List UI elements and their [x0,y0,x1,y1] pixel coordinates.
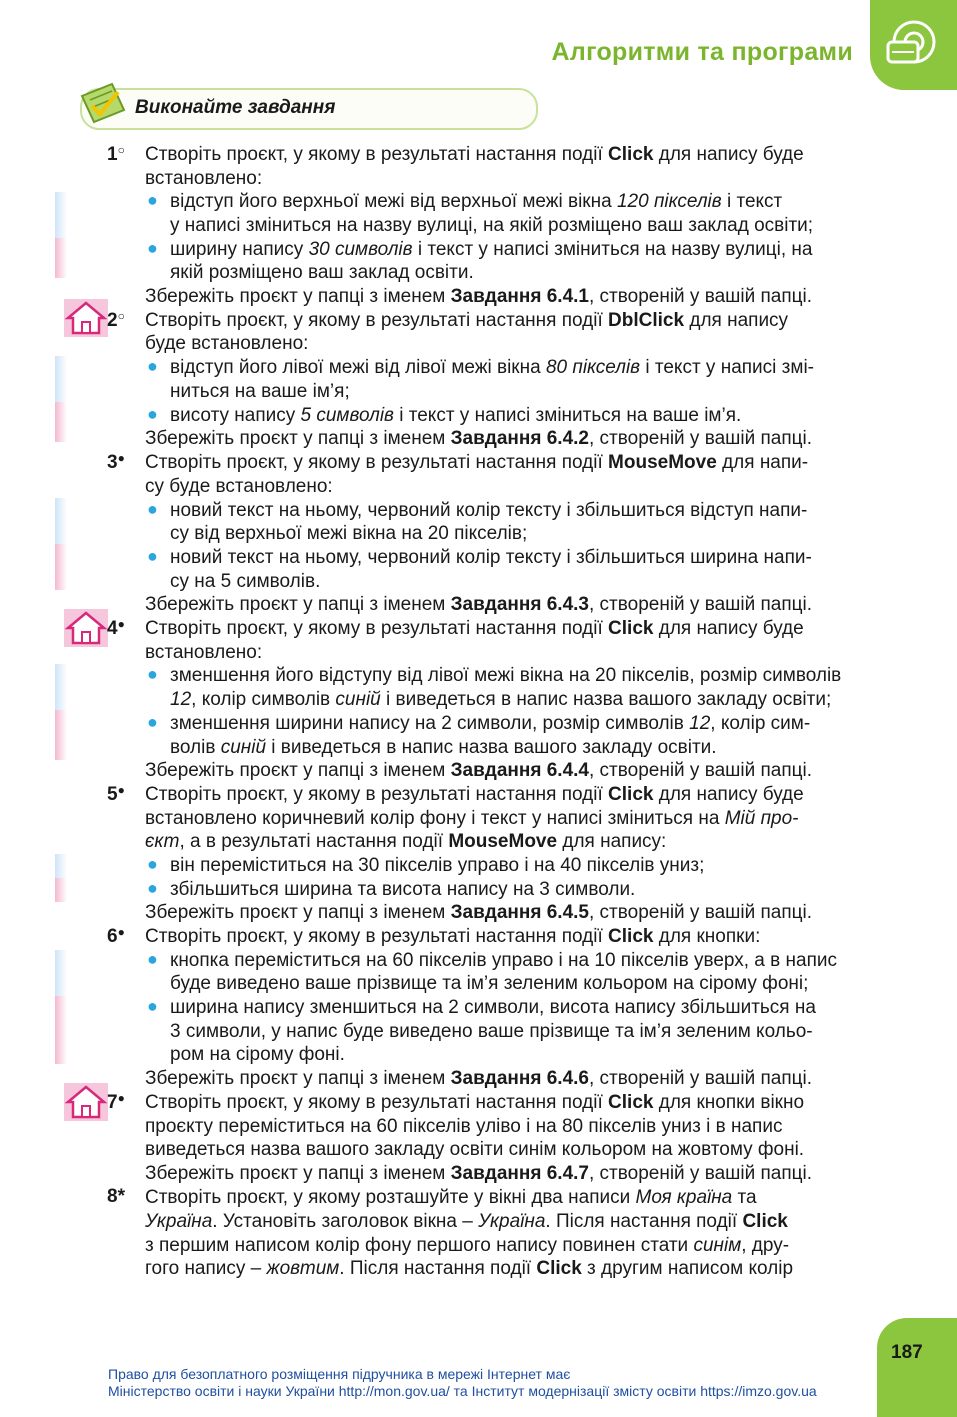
bullet-icon: ● [147,356,158,376]
task-number: 2○ [107,309,125,331]
margin-bar [55,356,67,402]
task-text: проєкту переміститься на 60 пікселів уліво і на 80 пікселів униз і в напис [145,1116,783,1137]
task-text: новий текст на ньому, червоний колір тексту і збільшиться відступ напи- [170,500,808,521]
margin-bar [55,950,67,996]
task-text: Створіть проєкт, у якому в результаті настання події MouseMove для напи- [145,452,809,473]
bullet-icon: ● [147,404,158,424]
task-text: Україна. Установіть заголовок вікна – Україна. Після настання події Click [145,1211,788,1232]
footer-notice: Міністерство освіти і науки України http://mon.gov.ua/ та Інститут модернізації змісту освіти https://imzo.gov.ua [108,1383,817,1399]
bullet-icon: ● [147,878,158,898]
task-text: волів синій і виведеться в напис назва вашого закладу освіти. [170,737,717,758]
bullet-icon: ● [147,949,158,969]
chapter-title: Алгоритми та програми [551,38,853,66]
task-text: ниться на ваше ім’я; [170,381,350,402]
task-text: зменшення ширини напису на 2 символи, розмір символів 12, колір сим- [170,713,811,734]
task-text: Створіть проєкт, у якому в результаті настання події Click для кнопки: [145,926,761,947]
bullet-icon: ● [147,499,158,519]
task-text: буде встановлено: [145,333,309,354]
task-save-instruction: Збережіть проєкт у папці з іменем Завдання 6.4.5, створеній у вашій папці. [145,902,813,923]
task-save-instruction: Збережіть проєкт у папці з іменем Завдання 6.4.1, створеній у вашій папці. [145,286,813,307]
task-text: Створіть проєкт, у якому розташуйте у вікні два написи Моя країна та [145,1187,757,1208]
task-number: 1○ [107,143,125,165]
task-text: 3 символи, у напис буде виведено ваше прізвище та ім’я зеленим кольо- [170,1021,813,1042]
task-save-instruction: Збережіть проєкт у папці з іменем Завдання 6.4.3, створеній у вашій папці. [145,594,813,615]
margin-bar [55,498,67,544]
tasks-banner-title: Виконайте завдання [135,97,336,118]
task-text: Створіть проєкт, у якому в результаті настання події Click для напису буде [145,144,804,165]
task-text: виведеться назва вашого закладу освіти синім кольором на жовтому фоні. [145,1139,805,1160]
margin-bar [55,664,67,710]
chapter-tab [870,0,957,90]
margin-bar [55,544,67,590]
task-text: зменшення його відступу від лівої межі вікна на 20 пікселів, розмір символів [170,665,842,686]
task-number: 8* [107,1186,125,1207]
task-text: єкт, а в результаті настання події MouseMove для напису: [145,831,667,852]
margin-bar [55,238,67,278]
task-text: встановлено: [145,168,263,189]
task-text: висоту напису 5 символів і текст у написі зміниться на ваше ім’я. [170,405,742,426]
footer-notice: Право для безоплатного розміщення підручника в мережі Інтернет має [108,1366,571,1382]
task-text: ширину напису 30 символів і текст у написі зміниться на назву вулиці, на [170,239,813,260]
task-text: він переміститься на 30 пікселів управо і на 40 пікселів униз; [170,855,705,876]
task-text: ром на сірому фоні. [170,1044,345,1065]
task-text: якій розміщено ваш заклад освіти. [170,262,474,283]
pencil-notepad-icon [78,80,128,128]
task-text: з першим написом колір фону першого напису повинен стати синім, дру- [145,1235,790,1256]
task-text: гого напису – жовтим. Після настання події Click з другим написом колір [145,1258,794,1279]
task-text: Створіть проєкт, у якому в результаті настання події Click для напису буде [145,784,804,805]
home-task-icon [63,1082,109,1122]
bullet-icon: ● [147,996,158,1016]
margin-bar [55,402,67,442]
task-text: відступ його лівої межі від лівої межі вікна 80 пікселів і текст у написі змі- [170,357,814,378]
home-task-icon [63,608,109,648]
task-number: 6● [107,925,125,947]
task-text: Створіть проєкт, у якому в результаті настання події Click для кнопки вікно [145,1092,805,1113]
page-number-tab [877,1318,957,1417]
bullet-icon: ● [147,190,158,210]
task-text: встановлено коричневий колір фону і текст у написі зміниться на Мій про- [145,808,799,829]
task-text: су від верхньої межі вікна на 20 пікселів; [170,523,528,544]
disc-drive-icon [880,16,940,76]
margin-bar [55,192,67,238]
bullet-icon: ● [147,854,158,874]
bullet-icon: ● [147,238,158,258]
bullet-icon: ● [147,664,158,684]
task-text: кнопка переміститься на 60 пікселів управо і на 10 пікселів уверх, а в напис [170,950,837,971]
task-save-instruction: Збережіть проєкт у папці з іменем Завдання 6.4.6, створеній у вашій папці. [145,1068,813,1089]
task-number: 3● [107,451,125,473]
task-text: встановлено: [145,642,263,663]
task-text: су буде встановлено: [145,476,333,497]
bullet-icon: ● [147,712,158,732]
task-text: 12, колір символів синій і виведеться в напис назва вашого закладу освіти; [170,689,832,710]
task-save-instruction: Збережіть проєкт у папці з іменем Завдання 6.4.2, створеній у вашій папці. [145,428,813,449]
task-text: у написі зміниться на назву вулиці, на якій розміщено ваш заклад освіти; [170,215,814,236]
task-save-instruction: Збережіть проєкт у папці з іменем Завдання 6.4.4, створеній у вашій папці. [145,760,813,781]
bullet-icon: ● [147,546,158,566]
task-text: су на 5 символів. [170,571,321,592]
task-text: ширина напису зменшиться на 2 символи, висота напису збільшиться на [170,997,816,1018]
task-number: 5● [107,783,125,805]
margin-bar [55,854,67,878]
task-text: Створіть проєкт, у якому в результаті настання події Click для напису буде [145,618,804,639]
margin-bar [55,878,67,902]
page-number: 187 [891,1342,923,1363]
margin-bar [55,710,67,760]
task-text: збільшиться ширина та висота напису на 3 символи. [170,879,636,900]
home-task-icon [63,298,109,338]
task-text: відступ його верхньої межі від верхньої межі вікна 120 пікселів і текст [170,191,783,212]
task-text: Створіть проєкт, у якому в результаті настання події DblClick для напису [145,310,789,331]
task-number: 4● [107,617,125,639]
task-text: буде виведено ваше прізвище та ім’я зеленим кольором на сірому фоні; [170,973,809,994]
task-number: 7● [107,1091,125,1113]
task-save-instruction: Збережіть проєкт у папці з іменем Завдання 6.4.7, створеній у вашій папці. [145,1163,813,1184]
margin-bar [55,996,67,1064]
task-text: новий текст на ньому, червоний колір тексту і збільшиться ширина напи- [170,547,812,568]
